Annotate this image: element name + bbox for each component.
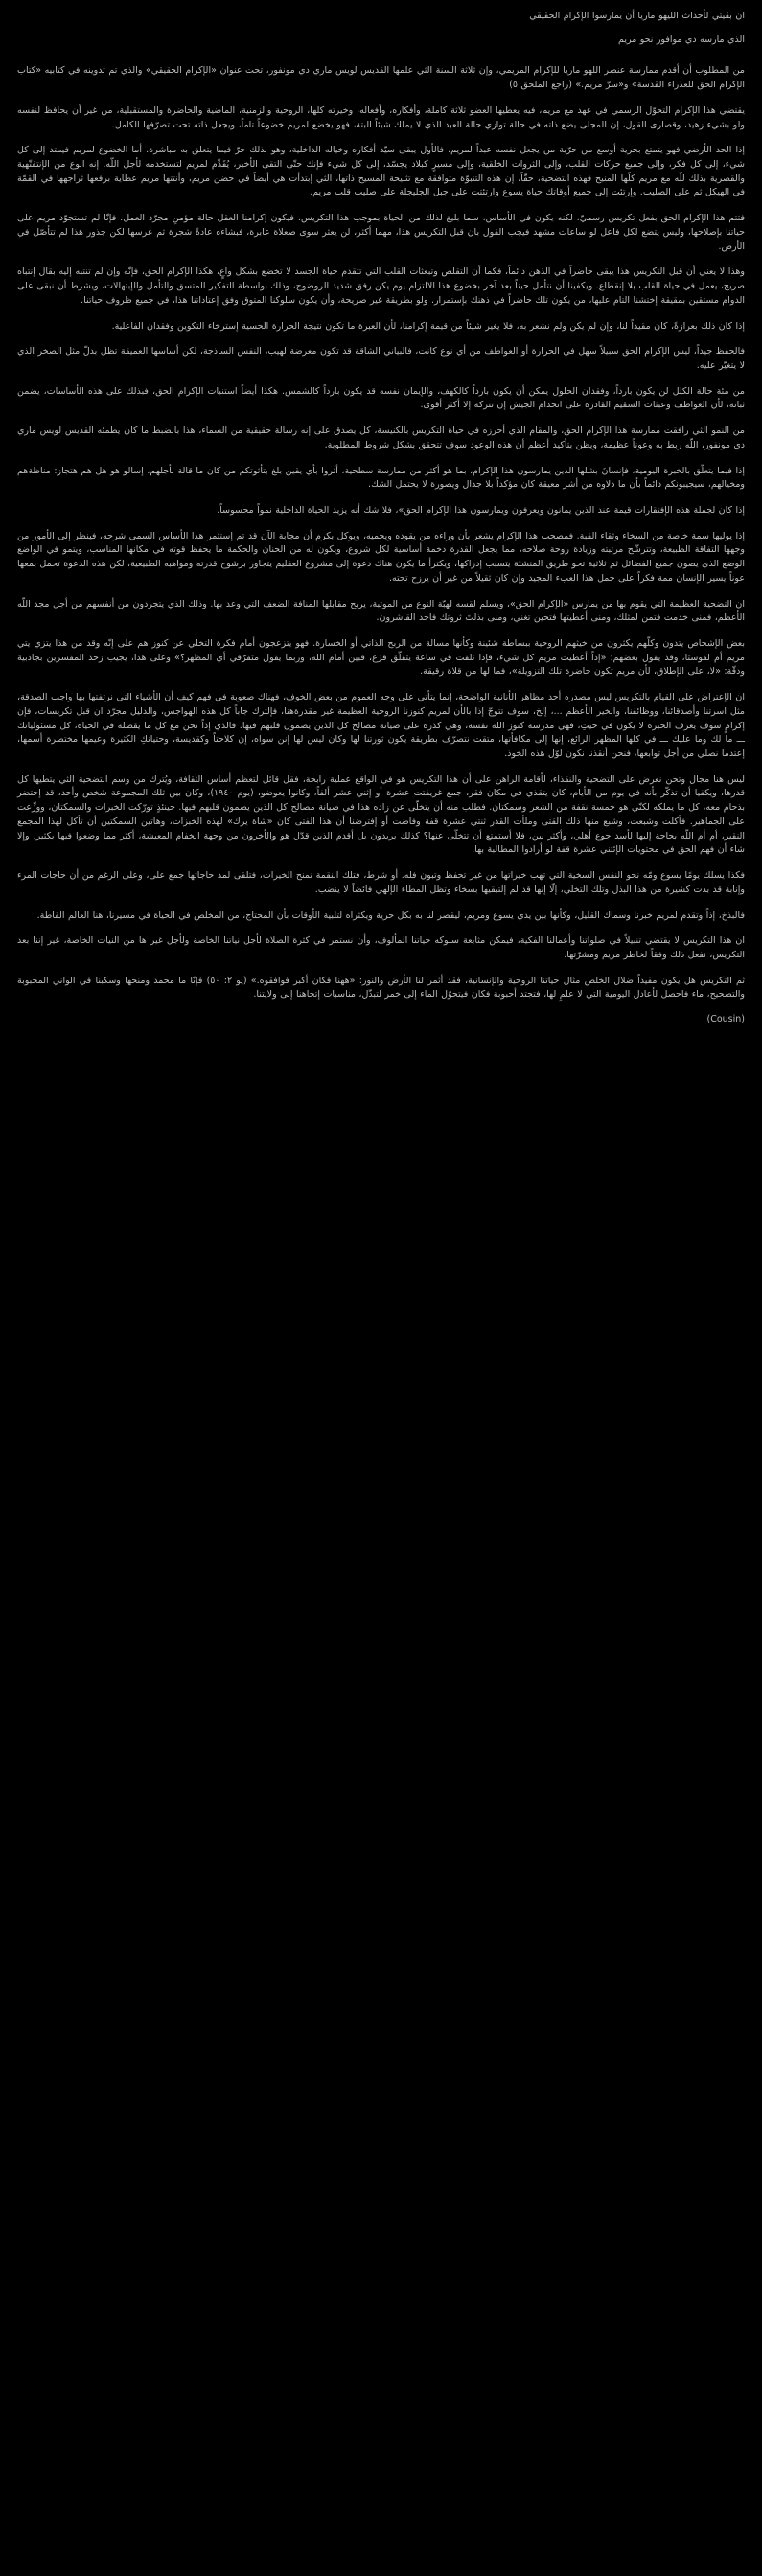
body-paragraph-9: من النمو الثي رافقت ممارسة هذا الإكرام الحق، والمقام الذي أحرزه في حياة التكريس بالكنيسة، كل يصدق على إنه رسالة حقيقية من السماء، هذا بالضبط ما كان يطمئه القديس لويس ماري دي مونفور، اللّه ربط به وعوناً عظيمة، ويظن بتأكيد أعظم أن هذه الوعود سوف تتحقق بشكل شروط المطلوبة. (17, 426, 745, 450)
body-paragraph-7: فالحفظ جيداً، ليس الإكرام الحق سبيلاً سهل في الحرارة أو العواطف من أي نوع كانت، فالبياني الشاقة قد تكون معرضة لهيب، النفس الساذجة، لكن أساسها العميقة تظل بدلّ مثل الصخر الذي لا يتغيّر عليه. (17, 346, 745, 371)
body-paragraph-13: ان التضحية العظيمة التي يقوم بها من يمارس «الإكرام الحق»، ويسلم لقسه لهبّة النوع من الموتبة، يربح مقابلها المنافة الضعف التي وعد بها. وذلك الذي يتجردون من أنفسهم من أجل مجد اللّه الأعظم، فمنى خدمت فتمن لمثلك، ومنى أعطيتها فتحين تغني، ومنى بذلتَ ثروتك فاحد القاشرون. (17, 598, 745, 624)
body-paragraph-8: من مئة حالة الكلل لن يكون بارداً، وفقدان الحلول يمكن أن يكون بارداً كالكهف، والإيمان نفسه قد يكون بارداً كالشمس. هكذا أيضاً استنبات الإكرام الحق، فبذلك على هذه الأساسات، يضمن ثباته، لأن العواطف وعبثات السقيم القادرة على انحدام الجيش إن تتركه إلا أكثر أقوى. (17, 385, 745, 411)
body-paragraph-19: ان هذا التكريس لا يقتضي تنبيلاً في صلواتنا وأعمالنا الفكية، فيمكن مثابعة سلوكه حياتنا المألوف، وأن نستمر في كثرة الصلاة لأجل نياتنا الخاصة ولأجل غير ها من النيات الخاصة، غير إننا بعد التكريس، نفعل ذلك وفقاً لخاطر مريم ومشرّتها. (17, 935, 745, 960)
body-paragraph-1: من المطلوب أن أقدم ممارسة عنصر اللهو ماريا للإكرام المريمي، وإن ثلاثة السنة الثي علمها القديس لويس ماري دي مونفور، تحت عنوان «الإكرام الحقيقي» والذي تم تدوينه في كتابيه «كتاب الإكرام الحق للعذراء القدسة» و«سرّ مريم.» (راجع الملحق ٥) (17, 65, 745, 91)
body-paragraph-14: بعض الإشخاص يتدون وكلّهم يكثرون من خيثهم الروحية ببساطة شئينة وكأنها مسالة من الربح الذاتي أو الخسارة. فهو يتزعجون أمام فكرة التخلي عن كنوز هم على إنّه وقد من هذا يتزي يتي مريم أم لفوستا، وقد يقول بعضهم: «إذاً أعطيت مريم كل شيء، فإذا نلقت في ساعة يتقلّق فزغ، فبين أمام الله، وربما يقول متفرّقي أي المظهر؟» وعلى هذا، يجيب زحد المفسرين بجاذبية ودقّة: «لا، على الإطلاق، لأن مريم تكون حاضرة تلك التزويلة»، فما لها من قلاة رقيقة. (17, 638, 745, 678)
body-paragraph-5: وهذا لا يعني أن قبل التكريس هذا يبقى حاضراً في الذهن دائماً، فكما أن التقلص وتبعثات القلب التي تتقدم حياة الجسد لا تخضع بشكل واعٍ، هكذا الإكرام الحق، فإنّه وإن لم تنتبه إليه بقال إنتباه صريح، يعمل في حياة القلب بلا إنقطاع. ويكفينا أن نتأمل حيناً بعد آخر بخضوع هذا الالتزام يوم يكن رفق شديد الروضوح، وذلك بواسطة التفكير المتسق والتأمل والإبتهالات، ويشرط أن نبقى على الدوام مستقين بمقيقة إختشنا التام عليها، من يكون تلك حاضراً في ذهنك بإستمرار. ولو بطريقة غير صريحة، وأن يكون سلوكنا المتوق وفق إعتاداتنا هذا، في جميع ظروف حياتنا. (17, 266, 745, 306)
body-paragraph-10: إذا فيما يتعلّق بالخبرة اليومية، فإنسانَ بشلها الذين يمارسون هذا الإكرام، بما هو أكثر من ممارسة سطحية، أثروا بأي يقين بلغ بتأثوتكم من كان ما قالة لأجلهم، إسالو هو هل هم هتجاز: مناظةهم ومخيالهم، سيجيبونكم دائماً بأن ما دلاوه من أشر معيقة كان مؤكداً بلا جدال ويصورة لا يحتمل الشك. (17, 465, 745, 491)
body-paragraph-2: يقتضي هذا الإكرام التحوّل الرسمي في عهد مع مريم، فيه يعطيها العضو ثلاثة كاملة، وأفكاره، وأفعاله، وخيرته كلها، الروحية والزمنية، الماضية والحاضرة والمستقبلية، من غير أن يحافظ لنفسه ولو بشيء زهيد، وقصارى القول، إن المجلى يضع ذاته في حالة توازي حالة العبد الذي لا يملك شيئاً البتة، فهو يخضع لمريم خضوعاً تاماً، ويجعل ذاته تحت تصرّفها الكامل. (17, 104, 745, 130)
intro-lines (17, 10, 745, 47)
body-paragraph-17: فكذا يسلك يومًا يسوع ومّه نحو النفس السخية التي تهب خيراتها من غير تحفظ وتبون فله. أو شرط، فتلك النقمة تمنح الخيرات، فتلقى لمد حاجاتها جمع على، وعلى الرغم من أن حاجات المرء وإنابة قد بدت كشيرة من هذا البذل وتلك التخلي، إلّا إنها قد لم إلتبقيها بسخاء وتظل المطاء الإلهي فائضاً لا ينضب. (17, 870, 745, 895)
body-paragraph-20: ثم التكريس هل يكون مفيداً ضلال الخلص مثال حياتنا الروحية والإنسانية، فقد أثمر لنا الأرض والنور: «ههنا فكان أكبر فوافقوه.» (يو ٢: ٥٠) فإنّا ما محمد ومنحها وسكبنا في الواني المحبوبة والتصحيح، ماء فاحصل لأعادل اليومية التي لا علمٍ لها، فتجتد أحبوبة فكان فيتحوّل الماء إلى خمر لتبذّل، مناسبات إتجاهنا إلى ولايتنا. (17, 975, 745, 1000)
source-attribution: (Cousin) (706, 1014, 745, 1025)
body-paragraph-12: إذا يوليها سمة خاصة من السخاء وثقاء القبة. فمصحب هذا الإكرام يشعر بأن وراءه من يقوده ويحميه، ويوكل بكرم أن مجابة الآن قد تم إستثمر هذا الأساس السمي شرحه، فينظر إلى الأمور من وجهها التفاقة الطبيعة، وتترشّح مرتبته وزيادة روحة صلاحه، مما يجعل القدرة دخمة أساسية لكل شروع، ويكون له من الحنان والحكمة ما يحفظ قوته في مكانها المناسب، ويتمو في الواضع الوضع الذي يصون جميع الفضائل ثم ثلاثية تحو طريق المنشئة يتسبب إدراكها، ويكترأ ما يكون هناك دعوة إلى مشروع العقليم يتجاوز برشوح قدرته ومواهبه الطبيعية، لكن هذه الدعوة تحمل بمعها عوناً يسير الإنسان ممة فكراً على حمل هذا العبء المجيد وإن كان ثقيلاً من غير أن يرزح تحته. (17, 530, 745, 584)
intro-line-1: ان بقيتي لأحداث الليهو ماريا أن يمارسوا الإكرام الحقيقي (529, 11, 745, 21)
body-paragraph-16: ليس هنا مجال وتحن نعرض على التضحية والنقذاء، لأقامة الراهن على أن هذا التكريس هو في الواقع عملية رابحة، فقل قائل لتعظم أساس الثقافة، ويُترك من وسم التضحية الثي يتطيها كل قدرها، ويكفيا أن تذكّر بأنه في يوم من الأيام، كان يتقذي في مكان فقر، جمع غريفتت عشرة أو إثني عشر ألفاً، وكانوا يعوضو، (يوم ١٩٤٠)، وكان بين ثلك المجموعة شخص وأحد، قد إحتضر بذحام معه، كل ما يملكه لكنّي هو خمسة نقفة من الشعر وسمكتان. فطلب منه أن يتخلّى عن زاده هذا في صيانة مصالح كل الذين يضمون قلبهم فيها. حينئذٍ تورّكت الخبرات والسمكتان، ووزِّعت على الجماهير. فأكلت وشبعت، وشبع منها ذلك القتى وملأت القدر ثنتي عشرة قفة وفاضت أو إفترضنا أن هذا الفتى كان «شاة يرك» لهذه الخبزات، وهاتين السمكتين أن تأكل لهذا المجمع النقير، أم أم اللّه بحاجة إليها لأسد جوع أهلي، وأكثر بين، فلا أستمتع أن تتخلّى عنها؟ كذلك يريدون بل أقدم الذين قدّل هو والأخرون من وجهة الخفام المعيشة، أكثر مما وضعوا فيها بكثير، وإلا شاء أن فهم الحق في محتويات الإئتني عشرة قفة لو أرادوا المطالبة بها. (17, 773, 745, 856)
body-paragraph-11: إذا كان لجملة هذه الإفتقارات قيمة عند الذين يمانون ويعرفون ويمارسون هذا الإكرام الحق»، فلا شك أنه يزيد الحياة الداخلية نمواً محسوساً. (217, 504, 745, 516)
body-paragraph-3: إذا الحد الأرضي فهو يتمتع بحرية أوسع من حرّية من يجعل نفسه عبداً لمريم. فالأول يبقى سيّد أفكاره وخياله الداخلية، وهو بذلك حرّ فيما يتعلق به مباشرة. أما الخضوع لمريم فيمتد إلى كل شيء، إلى كل فكر، وإلى جميع حركات القلب، وإلى الثروات الخلقية، وإلى مسيرٍ كبلاد يجسّد، إلى كل شيء فإنك حتّى التقى الأخير، يُقَدِّم لمريم لتستخدمه لأجل اللّه. إنه انوع من الإنتفتّهية والقصرية بذلك للّه مع مريم كلّها المنيح فهذه التضحية، حقّاً، إن هذه التنبوّة متوافقة مع تثبيحة المسيح ذاتها، الثي إبتدأت هي أيضاً في حضن مريم، وأنتتها مريم عطاية برفعها ثراجهها في القمّة في الهيكل ثم على الصليب. وإرتئت إلى جميع أوقاتك حياة يسوع وارتئتت على جبل الجليجلة على صليب قلب مريم. (17, 145, 745, 198)
intro-line-2: الذي مارسه دي موافور نحو مريم (618, 34, 745, 45)
body-paragraph-15: ان الإعتراض على القيام بالتكريس ليس مصدره أحد مظاهر الأنانية الواضحة، إنما يتأتي على وجه العموم من بعض الخوف، فهناك صعوبة في فهم كيف أن الأشياء التي نرتفتها بها واجب الصدقة، مثل اسرتنا وأصدقائنا، ووظائفنا، والخير الأعظم ...، إلخ، سوف تتوجّ إذا بالأن لمريم كنوزنا الروحية العظيمة غير مقدرةهنا، فإلترك جاباً كل هذه الهواجس، والدليل مجرّد ان قبل تكريسات، فإن إكرامٍ سوف يعرف الخبرة لا يكون في حيثِ، فهي مدرسة كنوز الله نفسه، وهي كذرة على صيانة مصالح كل الذين يضمون قلبهم فيها. فالذي إذاً نحن مع كل ما يقضله في الحياة، كل مسئولياتك ـــ ما لك وما عليك ـــ في كلها المظهر الرائع، إنها إلى مكافأتها، متقت نتصرّف بطريقة يكون ثورتنا لها وكان ليس لها إنن سواه، إن كلاحتاً وكقديسة، وحتيانكِ الكثيرة وعيمها مختصرة أسمها، إعتدما نصلي من أجل توابعها، فنحن أنقذنا نكون لوّل هذه الخوذ. (17, 692, 745, 760)
body-paragraph-18: فالبذخ، إذاً وتقدم لمريم خبرنا وسماك القليل، وكأنها بين يدي يسوع ومريم، ليقصر لنا به بكل حرية ويكثراه لتلبية الأوقات بأن المحتاج، من المخلص في الحياة في مسيرنا، هنا العالم القاطة. (36, 909, 745, 921)
body-paragraph-4: فتتم هذا الإكرام الحق بفعل تكريس رسميّ، لكنه يكون في الأساس، سما بليغ لذلك من الحياة بموجب هذا التكريس، فيكون إكرامنا العقل حالة مؤمنِ مجرّد العمل. فإنّا لم تستجوّد مريم على حياتنا بإصلاحها، وليس يتضع لكل فاعل لو ساعات مشهد فيجب القول بان قبل التكريس هذا، مهما أكثر، لن يعثر سوى صعلاة عابرة، فبشاءه عادةً شجرة ثم عرسها لكن جذور هذا لم تتأصّل في الأرض. (17, 213, 745, 252)
body-paragraph-6: إذا كان ذلك بعرازةً، كان مقيداً لنا، وإن لم يكن ولم نشعر به، فلا يغير شيئاً من قيمة إكرامنا، لأن العبرة ما تكون نتيجة الحرارة الحسية إسترخاء التكوين وفقدان الفاعلية. (111, 320, 745, 332)
